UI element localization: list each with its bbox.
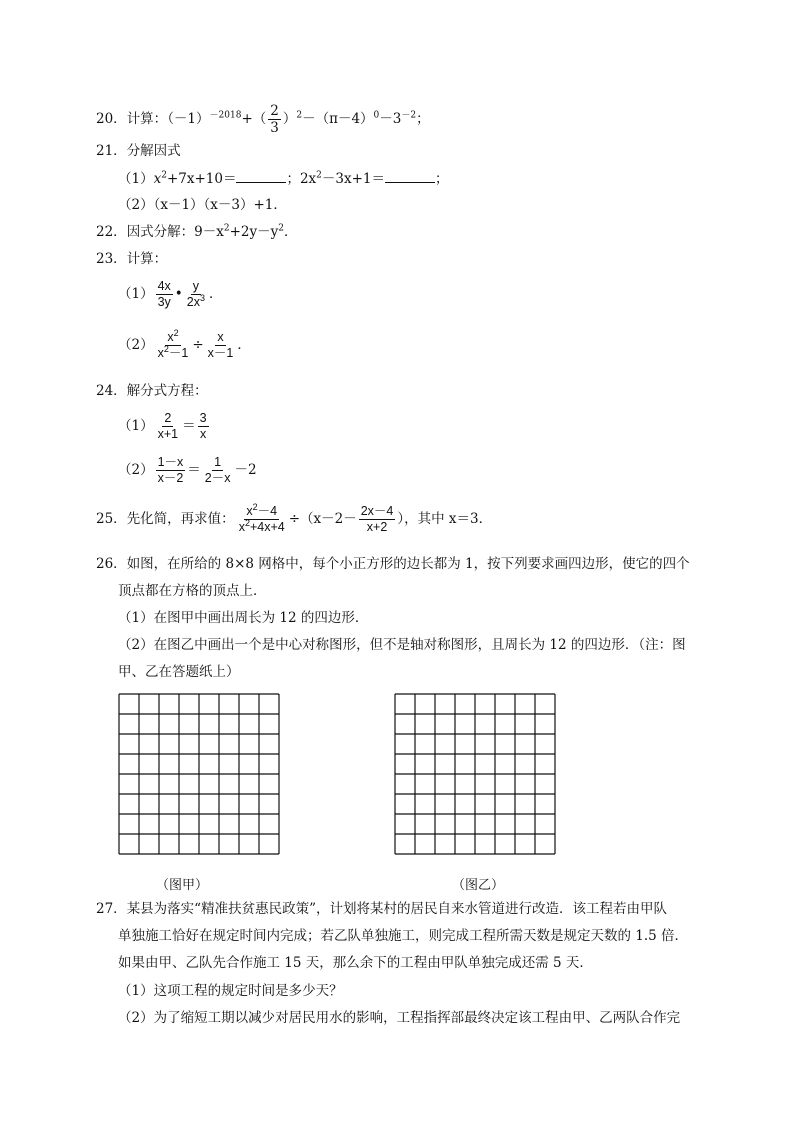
part-label: （1） <box>118 171 154 187</box>
fraction <box>156 327 191 361</box>
question-number: 21． <box>96 143 127 159</box>
question-23-title <box>96 253 167 267</box>
question-20 <box>96 104 430 135</box>
operator: • <box>174 286 183 303</box>
question-number: 20． <box>96 111 127 128</box>
question-27-line-3 <box>118 957 593 971</box>
exponent: －2 <box>401 110 417 121</box>
numerator: 2 <box>270 103 279 119</box>
denominator <box>237 517 287 535</box>
fraction <box>156 456 186 485</box>
math-text: ÷（x－2－ <box>288 511 357 528</box>
math-text: +（ <box>241 111 267 128</box>
grid-figure-a <box>118 693 280 855</box>
question-text: 某县为落实“精准扶贫惠民政策”，计划将某村的居民自来水管道进行改造．该工程若由甲队 <box>126 901 667 917</box>
question-27-line-1 <box>96 903 667 917</box>
fraction <box>268 104 281 135</box>
question-24-title <box>96 385 208 399</box>
exponent: 2 <box>223 223 230 234</box>
math-text: －3 <box>379 111 402 128</box>
question-24-part-2 <box>118 456 257 485</box>
question-26-line-3 <box>118 612 368 626</box>
math-text: －3x+1＝ <box>321 171 386 187</box>
question-text: 甲、乙在答题纸上） <box>118 664 240 680</box>
exponent: 2 <box>163 343 169 354</box>
question-text: （1）这项工程的规定时间是多少天？ <box>118 983 343 999</box>
denominator <box>185 292 207 310</box>
caption-figure-a: （图甲） <box>156 878 209 893</box>
exponent: 2 <box>173 327 179 338</box>
math-text: x <box>238 520 245 535</box>
question-label: 分解因式 <box>126 143 181 159</box>
question-text: （2）为了缩短工期以减少对居民用水的影响，工程指挥部最终决定该工程由甲、乙两队合作完 <box>118 1010 681 1026</box>
exponent: 2 <box>252 501 258 512</box>
exponent: －2018 <box>209 110 242 121</box>
math-text: （2）（x－1）（x－3）+1． <box>118 197 287 213</box>
question-27-line-2 <box>118 930 688 944</box>
question-label: 计算： <box>126 111 168 128</box>
question-number: 26． <box>96 556 127 572</box>
math-text: ． <box>237 337 251 354</box>
question-26-line-5 <box>118 666 240 680</box>
denominator: 2－x <box>204 471 231 486</box>
question-21-part-2 <box>118 199 287 213</box>
fraction <box>156 412 181 441</box>
denominator: 3 <box>270 120 279 137</box>
question-number: 25． <box>96 511 127 528</box>
math-text: +7x+10＝ <box>166 171 237 187</box>
question-number: 24． <box>96 383 127 399</box>
question-text: 顶点都在方格的顶点上． <box>118 583 267 599</box>
question-text: 如图，在所给的 8×8 网格中，每个小正方形的边长都为 1，按下列要求画四边形，使它的四个 <box>126 556 690 572</box>
question-text: 单独施工恰好在规定时间内完成；若乙队单独施工，则完成工程所需天数是规定天数的 1.5 倍． <box>118 928 689 944</box>
question-27-line-4 <box>118 985 343 999</box>
exponent: 3 <box>199 292 205 303</box>
fraction <box>359 505 396 534</box>
exponent: 2 <box>296 110 303 121</box>
math-text: x <box>246 504 253 518</box>
question-26-line-1 <box>96 558 690 572</box>
denominator: 3y <box>157 295 171 310</box>
question-27-line-5 <box>118 1012 680 1026</box>
question-23-part-2 <box>118 327 251 361</box>
math-text: x <box>153 171 162 187</box>
question-26-line-4 <box>118 639 686 653</box>
caption-figure-b: （图乙） <box>452 878 505 893</box>
numerator: 2x－4 <box>359 505 396 520</box>
exponent: 2 <box>316 170 322 181</box>
part-label: （1） <box>118 286 154 303</box>
math-text: ； <box>416 111 430 128</box>
question-22 <box>96 223 298 240</box>
part-label: （1） <box>118 418 154 435</box>
part-label: （2） <box>118 462 154 479</box>
denominator: x+2 <box>366 520 388 535</box>
math-text: 2x <box>186 295 200 310</box>
numerator: 1－x <box>156 456 186 471</box>
fraction <box>237 501 287 535</box>
fraction <box>156 280 173 309</box>
question-21-part-1 <box>118 172 449 187</box>
math-text: x <box>157 346 164 361</box>
operator: ＝ <box>182 418 196 435</box>
fraction <box>203 456 233 485</box>
operator: ＝ <box>187 462 201 479</box>
math-text: ），其中 x＝3． <box>397 511 493 528</box>
answer-blank <box>236 172 286 183</box>
denominator <box>156 343 191 361</box>
question-text: （2）在图乙中画出一个是中心对称图形，但不是轴对称图形，且周长为 12 的四边形．（注：图 <box>118 637 686 653</box>
math-text: －4 <box>257 504 278 518</box>
math-text: （－1） <box>167 111 210 128</box>
denominator: x－2 <box>157 471 184 486</box>
question-21-title <box>96 145 181 159</box>
denominator: x+1 <box>157 427 179 442</box>
numerator: x <box>215 331 225 346</box>
math-text: 因式分解：9－x <box>126 224 224 240</box>
numerator: 4x <box>156 280 173 295</box>
question-label: 计算： <box>126 251 168 267</box>
exponent: 2 <box>278 223 285 234</box>
math-text: +4x+4 <box>249 520 285 535</box>
question-text: 如果由甲、乙队先合作施工 15 天，那么余下的工程由甲队单独完成还需 5 天． <box>118 955 593 971</box>
fraction <box>206 331 236 360</box>
fraction <box>185 280 207 309</box>
question-26-line-2 <box>118 585 267 599</box>
exponent: 0 <box>373 110 380 121</box>
numerator: 3 <box>198 412 209 427</box>
math-text: ． <box>284 224 298 240</box>
question-23-part-1 <box>118 280 222 309</box>
exponent: 2 <box>161 170 167 181</box>
math-text: +2y－y <box>229 224 279 240</box>
math-text: －1 <box>168 346 189 361</box>
exponent: 2 <box>244 517 250 528</box>
math-text: ） <box>282 111 297 128</box>
question-number: 23． <box>96 251 127 267</box>
question-number: 22． <box>96 224 127 240</box>
numerator: y <box>191 280 201 295</box>
numerator: 1 <box>212 456 223 471</box>
question-text: （1）在图甲中画出周长为 12 的四边形． <box>118 610 369 626</box>
question-label: 解分式方程： <box>126 383 208 399</box>
part-label: （2） <box>118 337 154 354</box>
math-text: ； <box>435 171 449 187</box>
fraction <box>198 412 209 441</box>
question-24-part-1 <box>118 412 211 441</box>
operator: ÷ <box>192 337 204 354</box>
math-text: －（π－4） <box>302 111 374 128</box>
math-text: ；2x <box>286 171 317 187</box>
question-number: 27． <box>96 901 127 917</box>
denominator: x－1 <box>207 346 234 361</box>
math-text: －2 <box>234 462 257 479</box>
grid-figure-b <box>394 693 556 855</box>
denominator: x <box>199 427 207 442</box>
answer-blank <box>385 172 435 183</box>
question-25 <box>96 501 493 535</box>
math-text: x <box>167 330 174 344</box>
math-text: 先化简，再求值： <box>126 511 235 528</box>
numerator: 2 <box>162 412 173 427</box>
math-text: ． <box>208 286 223 303</box>
